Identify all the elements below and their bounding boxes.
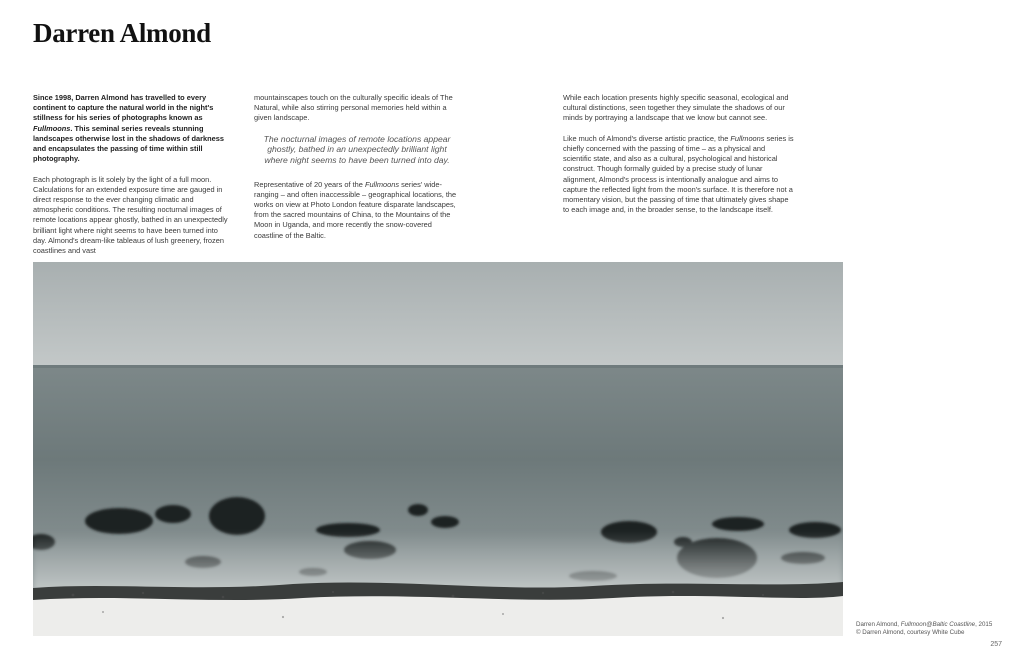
caption-credit: © Darren Almond, courtesy White Cube — [856, 629, 965, 637]
sky — [33, 262, 843, 366]
body-paragraph: mountainscapes touch on the culturally specific ideals of The Natural, while also stirring personal memories held within a given landscape. — [254, 93, 453, 123]
body-paragraph — [563, 134, 795, 216]
body-paragraph: Each photograph is lit solely by the light of a full moon. Calculations for an extended exposure time are gauged in direct response to the ever changing climatic and atmospheric conditions. The resulting nocturnal images of remote locations appear ghostly, bathed in an unexpectedly brilliant light where night seems to have been turned into day. Almond's dream-like tableaus of lush greenery, frozen coastlines and vast — [33, 174, 228, 256]
body-text-start: Like much of Almond's diverse artistic practice, the — [563, 133, 731, 143]
intro-paragraph — [33, 93, 233, 164]
photo-caption — [856, 621, 1021, 638]
body-text-end: series is chiefly concerned with the passing of time – as a physical and scientific state, and also as a cultural, psychological and historical construct. Though formally guided by a precise study of lunar alignment, Almond's process is intentionally analogue and aims to capture the reflected light from the moon's surface. It is therefore not a momentary vision, but the passing of time that ultimately gives shape to each image and, in the broader sense, to the landscape itself. — [563, 133, 794, 215]
intro-text-start: Since 1998, Darren Almond has travelled to every continent to capture the natural world in the night's stillness for his series of photographs known as — [33, 93, 214, 123]
text-column-2 — [254, 93, 460, 251]
body-paragraph — [254, 180, 460, 241]
body-paragraph: While each location presents highly specific seasonal, ecological and cultural distinctions, seen together they simulate the shadows of our minds by portraying a landscape that we know but cannot see. — [563, 93, 789, 123]
intro-text-end: . This seminal series reveals stunning landscapes otherwise lost in the shadows of darkness and encapsulates the passing of time within still photography. — [33, 123, 224, 164]
caption-work-title: Fullmoon@Baltic Coastline — [900, 621, 976, 628]
page-number: 257 — [990, 641, 1002, 648]
snow — [33, 596, 843, 636]
caption-title-line — [856, 621, 1021, 629]
series-title: Fullmoons — [33, 123, 71, 133]
caption-year: , 2015 — [975, 621, 993, 628]
series-title: Fullmoons — [730, 133, 765, 143]
series-title: Fullmoons — [364, 179, 400, 189]
photo-artwork — [33, 262, 843, 636]
body-text-start: Representative of 20 years of the — [254, 179, 365, 189]
article-title: Darren Almond — [33, 18, 211, 48]
caption-artist: Darren Almond, — [856, 621, 901, 628]
body-text-end: series' wide-ranging – and often inaccessible – geographical locations, the works on view at Photo London feature disparate landscapes, from the sacred mountains of China, to the Mountains of the Moon in Uganda, and more recently the snow-covered coastline of the Baltic. — [254, 179, 457, 240]
landscape-photograph — [33, 262, 843, 636]
text-column-3 — [563, 93, 795, 226]
text-column-1 — [33, 93, 233, 266]
pull-quote: The nocturnal images of remote locations appear ghostly, bathed in an unexpectedly brilliant light where night seems to have been turned into day. — [263, 133, 451, 165]
